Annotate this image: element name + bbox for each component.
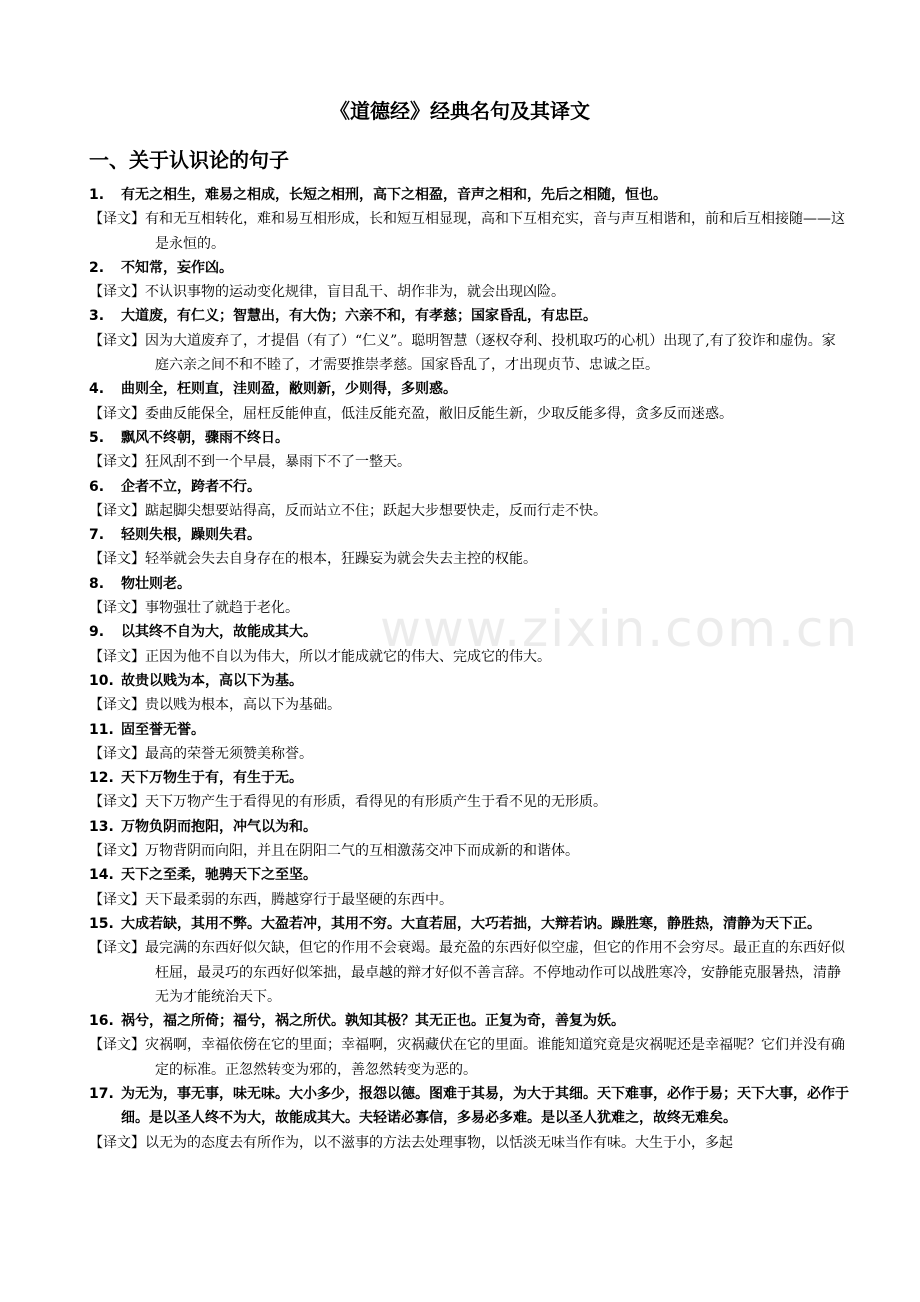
translation-tag: 【译文】 [89, 794, 145, 811]
quote-number: 13. [89, 818, 114, 835]
translation-text: 贵以贱为根本，高以下为基础。 [145, 697, 341, 714]
translation-tag: 【译文】 [89, 454, 145, 471]
quote-number: 7. [89, 527, 105, 544]
translation-text: 最高的荣誉无须赞美称誉。 [145, 745, 313, 762]
quote-line [89, 912, 849, 936]
quote-number: 9. [89, 624, 105, 641]
translation-text: 万物背阴而向阳，并且在阴阳二气的互相激荡交冲下而成新的和谐体。 [145, 843, 579, 860]
quote-item [89, 256, 849, 305]
quote-item [89, 1082, 849, 1155]
quote-item [89, 523, 849, 572]
translation-text: 最完满的东西好似欠缺，但它的作用不会衰竭。最充盈的东西好似空虚，但它的作用不会穷尽。最正直的东西好似枉屈，最灵巧的东西好似笨拙，最卓越的辩才好似不善言辞。不停地动作可以战胜寒冷，安静能克服暑热，清静无为才能统治天下。 [145, 940, 845, 1005]
translation-text: 灾祸啊，幸福依傍在它的里面；幸福啊，灾祸藏伏在它的里面。谁能知道究竟是灾祸呢还是幸福呢？它们并没有确定的标准。正忽然转变为邪的，善忽然转变为恶的。 [145, 1037, 845, 1078]
translation-text: 天下最柔弱的东西，腾越穿行于最坚硬的东西中。 [145, 891, 453, 908]
quote-line [89, 1082, 849, 1131]
quote-text: 万物负阴而抱阳，冲气以为和。 [121, 818, 317, 835]
quote-number: 1. [89, 187, 105, 203]
quote-text: 祸兮，福之所倚；福兮，祸之所伏。孰知其极？其无正也。正复为奇，善复为妖。 [121, 1013, 625, 1030]
translation-line [89, 839, 849, 863]
translation-line [89, 742, 849, 766]
quote-line [89, 572, 849, 596]
quote-item [89, 1009, 849, 1082]
quote-item [89, 766, 849, 815]
translation-tag: 【译文】 [89, 551, 145, 568]
translation-tag: 【译文】 [89, 697, 145, 714]
section-heading: 一、关于认识论的句子 [89, 148, 289, 172]
quote-number: 16. [89, 1013, 114, 1030]
quote-text: 大成若缺，其用不弊。大盈若冲，其用不穷。大直若屈，大巧若拙，大辩若讷。躁胜寒，静胜热，清静为天下正。 [121, 915, 821, 932]
translation-tag: 【译文】 [89, 648, 145, 665]
translation-line [89, 936, 849, 1009]
quote-line [89, 523, 849, 547]
quote-text: 飘风不终朝，骤雨不终日。 [121, 429, 289, 446]
quote-item [89, 815, 849, 864]
quote-item [89, 620, 849, 669]
translation-text: 有和无互相转化，难和易互相形成，长和短互相显现，高和下互相充实，音与声互相谐和，前和后互相接随——这是永恒的。 [145, 211, 845, 252]
quote-text: 曲则全，枉则直，洼则盈，敝则新，少则得，多则惑。 [121, 381, 457, 398]
quote-text: 物壮则老。 [121, 575, 191, 592]
quote-number: 10. [89, 672, 114, 689]
quote-item [89, 304, 849, 377]
translation-text: 正因为他不自以为伟大，所以才能成就它的伟大、完成它的伟大。 [145, 648, 551, 665]
quote-item [89, 475, 849, 524]
quote-item [89, 377, 849, 426]
quote-list [89, 183, 849, 1155]
quote-line [89, 815, 849, 839]
quote-text: 天下之至柔，驰骋天下之至坚。 [121, 867, 317, 884]
document-title: 《道德经》经典名句及其译文 [330, 99, 590, 123]
quote-item [89, 183, 849, 256]
translation-text: 天下万物产生于看得见的有形质，看得见的有形质产生于看不见的无形质。 [145, 794, 607, 811]
translation-tag: 【译文】 [89, 211, 145, 228]
quote-text: 有无之相生，难易之相成，长短之相刑，高下之相盈，音声之相和，先后之相随，恒也。 [121, 187, 667, 203]
translation-line [89, 402, 849, 426]
translation-tag: 【译文】 [89, 891, 145, 908]
quote-line [89, 718, 849, 742]
quote-number: 15. [89, 915, 114, 932]
translation-line [89, 547, 849, 571]
translation-line [89, 596, 849, 620]
translation-text: 因为大道废弃了，才提倡（有了）“仁义”。聪明智慧（逐权夺利、投机取巧的心机）出现了,有了狡诈和虚伪。家庭六亲之间不和不睦了，才需要推崇孝慈。国家昏乱了，才出现贞节、忠诚之臣。 [145, 332, 836, 374]
quote-line [89, 377, 849, 401]
quote-item [89, 669, 849, 718]
translation-line [89, 693, 849, 717]
translation-line [89, 1033, 849, 1082]
quote-line [89, 183, 849, 207]
quote-line [89, 766, 849, 790]
quote-line [89, 1009, 849, 1033]
translation-line [89, 888, 849, 912]
translation-text: 轻举就会失去自身存在的根本，狂躁妄为就会失去主控的权能。 [145, 551, 537, 568]
quote-item [89, 912, 849, 1009]
quote-number: 11. [89, 721, 114, 738]
quote-item [89, 572, 849, 621]
quote-line [89, 256, 849, 280]
translation-tag: 【译文】 [89, 1037, 145, 1054]
quote-text: 故贵以贱为本，高以下为基。 [121, 672, 303, 689]
quote-line [89, 669, 849, 693]
translation-tag: 【译文】 [89, 332, 145, 349]
quote-line [89, 426, 849, 450]
translation-tag: 【译文】 [89, 940, 145, 957]
translation-tag: 【译文】 [89, 745, 145, 762]
translation-line [89, 1131, 849, 1155]
quote-item [89, 426, 849, 475]
translation-line [89, 329, 849, 378]
translation-line [89, 645, 849, 669]
quote-line [89, 304, 849, 328]
quote-item [89, 718, 849, 767]
translation-tag: 【译文】 [89, 600, 145, 617]
translation-line [89, 280, 849, 304]
translation-tag: 【译文】 [89, 843, 145, 860]
quote-text: 天下万物生于有，有生于无。 [121, 770, 303, 787]
quote-number: 6. [89, 478, 105, 495]
translation-line [89, 450, 849, 474]
quote-text: 为无为，事无事，味无味。大小多少，报怨以德。图难于其易，为大于其细。天下难事，必作于易；天下大事，必作于细。是以圣人终不为大，故能成其大。夫轻诺必寡信，多易必多难。是以圣人犹难之，故终无难矣。 [121, 1085, 849, 1127]
quote-text: 轻则失根，躁则失君。 [121, 527, 261, 544]
quote-number: 2. [89, 259, 105, 276]
quote-number: 12. [89, 770, 114, 787]
translation-line [89, 207, 849, 256]
translation-text: 事物强壮了就趋于老化。 [145, 600, 299, 617]
translation-line [89, 790, 849, 814]
quote-item [89, 863, 849, 912]
quote-text: 企者不立，跨者不行。 [121, 478, 261, 495]
translation-text: 踮起脚尖想要站得高，反而站立不住；跃起大步想要快走，反而行走不快。 [145, 502, 607, 519]
quote-line [89, 620, 849, 644]
translation-tag: 【译文】 [89, 405, 145, 422]
quote-number: 8. [89, 575, 105, 592]
watermark: www.zixin.com.cn [380, 600, 860, 658]
quote-text: 不知常，妄作凶。 [121, 259, 233, 276]
translation-tag: 【译文】 [89, 502, 145, 519]
quote-text: 以其终不自为大，故能成其大。 [121, 624, 317, 641]
translation-text: 不认识事物的运动变化规律，盲目乱干、胡作非为，就会出现凶险。 [145, 284, 565, 301]
translation-text: 以无为的态度去有所作为，以不滋事的方法去处理事物，以恬淡无味当作有味。大生于小，多起 [145, 1134, 733, 1151]
translation-line [89, 499, 849, 523]
quote-text: 固至誉无誉。 [121, 721, 205, 738]
translation-text: 狂风刮不到一个早晨，暴雨下不了一整天。 [145, 454, 411, 471]
translation-tag: 【译文】 [89, 1134, 145, 1151]
quote-line [89, 475, 849, 499]
quote-number: 4. [89, 381, 105, 398]
quote-number: 14. [89, 867, 114, 884]
quote-number: 5. [89, 429, 105, 446]
translation-text: 委曲反能保全，屈枉反能伸直，低洼反能充盈，敝旧反能生新，少取反能多得，贪多反而迷惑。 [145, 405, 733, 422]
quote-number: 3. [89, 308, 105, 325]
translation-tag: 【译文】 [89, 284, 145, 301]
quote-text: 大道废，有仁义；智慧出，有大伪；六亲不和，有孝慈；国家昏乱，有忠臣。 [121, 308, 597, 325]
quote-number: 17. [89, 1085, 114, 1102]
quote-line [89, 863, 849, 887]
